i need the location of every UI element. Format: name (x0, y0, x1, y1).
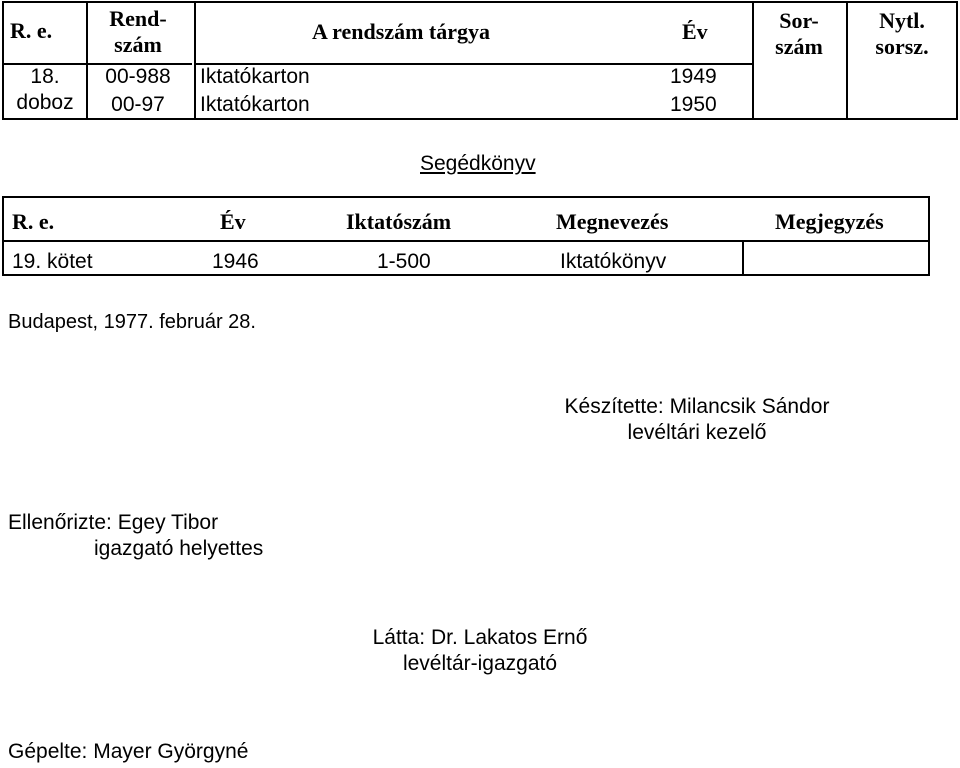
t2-header-megjegyzes: Megjegyzés (775, 209, 884, 234)
section-title: Segédkönyv (420, 152, 536, 175)
header-re: R. e. (10, 18, 53, 43)
t2-cell-megnevezes: Iktatókönyv (560, 250, 667, 273)
cell-targya-1: Iktatókarton (200, 65, 310, 88)
cell-ev-1: 1949 (670, 65, 717, 88)
header-targya: A rendszám tárgya (312, 19, 491, 44)
t2-header-ev: Év (220, 209, 246, 234)
checked-by-name: Ellenőrizte: Egey Tibor (8, 511, 219, 534)
row-divider (4, 240, 928, 242)
prepared-by-title: levéltári kezelő (627, 421, 767, 444)
place-date: Budapest, 1977. február 28. (8, 311, 256, 333)
cell-rendszam-2: 00-97 (111, 93, 165, 116)
seen-by-title: levéltár-igazgató (402, 652, 558, 675)
cell-re-line1: 18. (30, 65, 60, 88)
header-sorszam-line2: szám (775, 34, 823, 59)
header-rendszam-line1: Rend- (109, 6, 167, 31)
column-divider (742, 240, 744, 274)
header-ev: Év (682, 19, 708, 44)
checked-by (8, 510, 263, 562)
header-nytl-line2: sorsz. (875, 34, 929, 59)
cell-re-line2: doboz (16, 91, 74, 114)
header-rendszam-line2: szám (114, 32, 162, 57)
seen-by (350, 625, 610, 677)
cell-rendszam-1: 00-988 (105, 65, 171, 88)
seen-by-name: Látta: Dr. Lakatos Ernő (372, 626, 588, 649)
t2-cell-ev: 1946 (212, 250, 259, 273)
cell-re (4, 64, 86, 116)
typed-by: Gépelte: Mayer Györgyné (8, 740, 249, 763)
header-sorszam-line1: Sor- (779, 8, 819, 33)
column-divider (194, 1, 196, 120)
t2-cell-iktatoszam: 1-500 (377, 250, 431, 273)
prepared-by-name: Készítette: Milancsik Sándor (564, 395, 830, 418)
t2-header-iktatoszam: Iktatószám (346, 209, 452, 234)
header-rendszam (86, 6, 190, 58)
cell-ev-2: 1950 (670, 93, 717, 116)
header-nytl (846, 8, 958, 60)
t2-header-megnevezes: Megnevezés (556, 209, 669, 234)
t2-cell-re: 19. kötet (12, 250, 93, 273)
prepared-by (536, 394, 858, 446)
segedkonyv-table (2, 196, 930, 276)
cell-targya-2: Iktatókarton (200, 93, 310, 116)
header-nytl-line1: Nytl. (879, 8, 925, 33)
t2-header-re: R. e. (12, 209, 55, 234)
header-sorszam (752, 8, 846, 60)
checked-by-title: igazgató helyettes (94, 537, 264, 560)
